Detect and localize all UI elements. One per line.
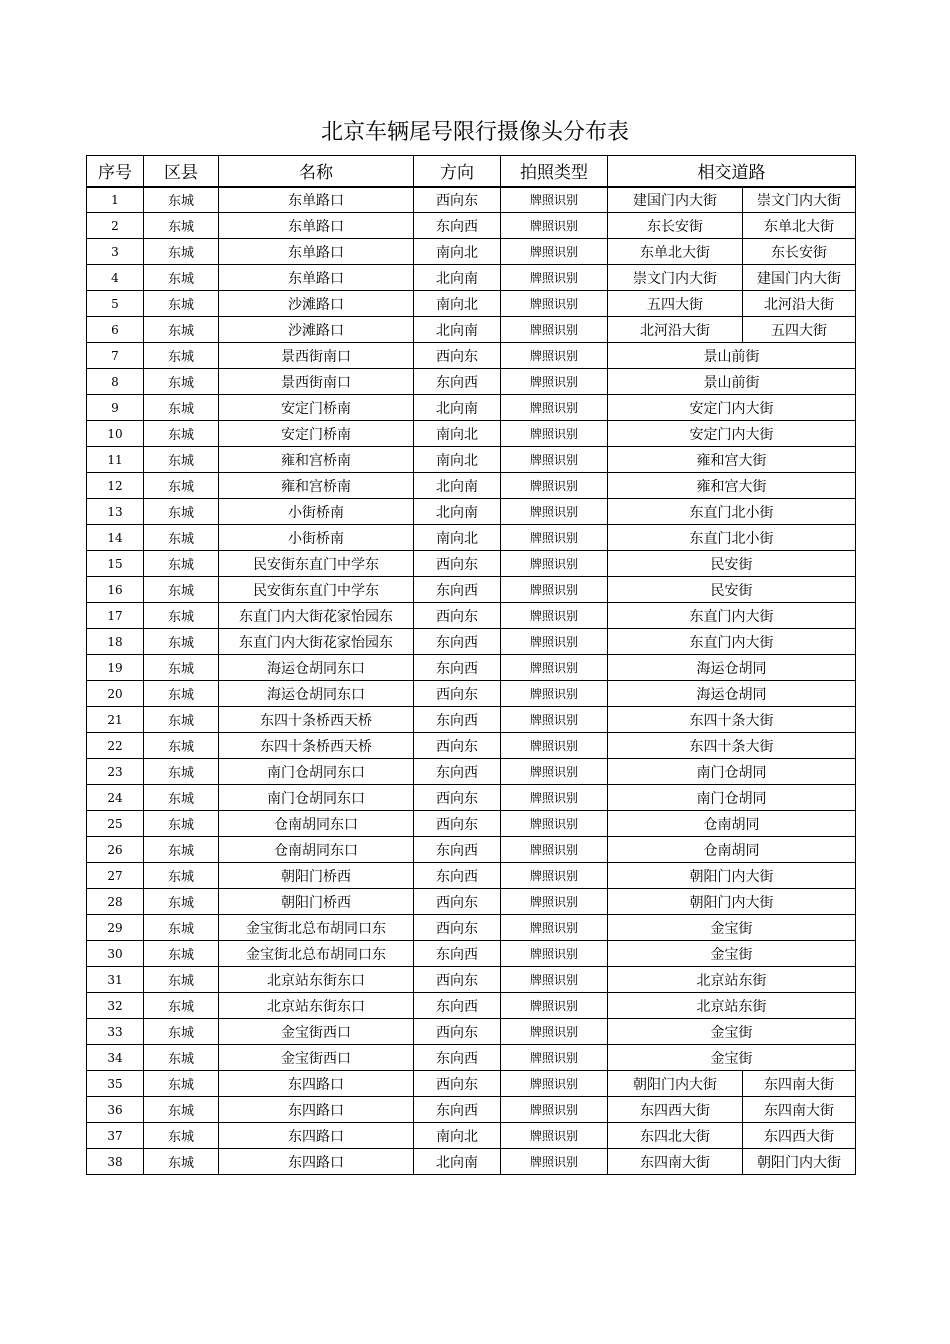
cell-seq: 37 <box>87 1123 144 1149</box>
cell-type: 牌照识别 <box>501 785 608 811</box>
table-row <box>87 447 856 473</box>
cell-type: 牌照识别 <box>501 603 608 629</box>
cell-type: 牌照识别 <box>501 1045 608 1071</box>
cell-district: 东城 <box>144 733 219 759</box>
cell-district: 东城 <box>144 317 219 343</box>
cell-district: 东城 <box>144 421 219 447</box>
cell-district: 东城 <box>144 629 219 655</box>
cell-road: 东直门内大街 <box>608 629 856 655</box>
cell-road-2: 朝阳门内大街 <box>743 1149 856 1175</box>
cell-seq: 28 <box>87 889 144 915</box>
cell-road: 金宝街 <box>608 915 856 941</box>
cell-seq: 3 <box>87 239 144 265</box>
table-row <box>87 395 856 421</box>
table-row <box>87 1149 856 1175</box>
cell-district: 东城 <box>144 447 219 473</box>
cell-road: 仓南胡同 <box>608 837 856 863</box>
cell-road: 朝阳门内大街 <box>608 863 856 889</box>
cell-name: 朝阳门桥西 <box>219 889 414 915</box>
cell-type: 牌照识别 <box>501 265 608 291</box>
cell-name: 海运仓胡同东口 <box>219 655 414 681</box>
cell-name: 东单路口 <box>219 213 414 239</box>
table-row <box>87 785 856 811</box>
cell-type: 牌照识别 <box>501 395 608 421</box>
table-row <box>87 213 856 239</box>
table-row <box>87 239 856 265</box>
cell-direction: 北向南 <box>414 499 501 525</box>
cell-type: 牌照识别 <box>501 759 608 785</box>
cell-district: 东城 <box>144 499 219 525</box>
cell-direction: 东向西 <box>414 759 501 785</box>
cell-road-2: 东四西大街 <box>743 1123 856 1149</box>
cell-name: 东四路口 <box>219 1097 414 1123</box>
table-row <box>87 655 856 681</box>
cell-seq: 9 <box>87 395 144 421</box>
cell-direction: 东向西 <box>414 369 501 395</box>
cell-road-2: 北河沿大街 <box>743 291 856 317</box>
cell-type: 牌照识别 <box>501 577 608 603</box>
cell-name: 南门仓胡同东口 <box>219 785 414 811</box>
cell-type: 牌照识别 <box>501 811 608 837</box>
camera-table <box>86 155 856 1175</box>
cell-district: 东城 <box>144 1123 219 1149</box>
table-row <box>87 967 856 993</box>
cell-type: 牌照识别 <box>501 187 608 213</box>
cell-seq: 15 <box>87 551 144 577</box>
cell-type: 牌照识别 <box>501 1019 608 1045</box>
table-row <box>87 291 856 317</box>
cell-name: 东直门内大街花家怡园东 <box>219 603 414 629</box>
cell-type: 牌照识别 <box>501 1071 608 1097</box>
cell-name: 雍和宫桥南 <box>219 447 414 473</box>
cell-type: 牌照识别 <box>501 525 608 551</box>
cell-road: 东直门内大街 <box>608 603 856 629</box>
cell-seq: 2 <box>87 213 144 239</box>
cell-seq: 18 <box>87 629 144 655</box>
table-row <box>87 603 856 629</box>
cell-type: 牌照识别 <box>501 239 608 265</box>
cell-name: 景西街南口 <box>219 369 414 395</box>
cell-district: 东城 <box>144 967 219 993</box>
table-row <box>87 889 856 915</box>
cell-name: 雍和宫桥南 <box>219 473 414 499</box>
cell-type: 牌照识别 <box>501 499 608 525</box>
cell-seq: 25 <box>87 811 144 837</box>
cell-direction: 南向北 <box>414 239 501 265</box>
cell-district: 东城 <box>144 993 219 1019</box>
header-roads: 相交道路 <box>608 156 856 187</box>
cell-type: 牌照识别 <box>501 1123 608 1149</box>
cell-seq: 23 <box>87 759 144 785</box>
cell-road: 景山前街 <box>608 369 856 395</box>
cell-seq: 21 <box>87 707 144 733</box>
cell-direction: 南向北 <box>414 421 501 447</box>
cell-direction: 西向东 <box>414 1071 501 1097</box>
cell-district: 东城 <box>144 915 219 941</box>
cell-name: 金宝街北总布胡同口东 <box>219 941 414 967</box>
table-row <box>87 1045 856 1071</box>
cell-seq: 30 <box>87 941 144 967</box>
cell-district: 东城 <box>144 863 219 889</box>
cell-seq: 34 <box>87 1045 144 1071</box>
table-row <box>87 733 856 759</box>
cell-name: 东四十条桥西天桥 <box>219 707 414 733</box>
cell-road-2: 东长安街 <box>743 239 856 265</box>
cell-direction: 北向南 <box>414 317 501 343</box>
table-row <box>87 317 856 343</box>
cell-district: 东城 <box>144 1045 219 1071</box>
cell-road-2: 建国门内大街 <box>743 265 856 291</box>
cell-name: 朝阳门桥西 <box>219 863 414 889</box>
cell-district: 东城 <box>144 551 219 577</box>
cell-direction: 东向西 <box>414 1045 501 1071</box>
cell-type: 牌照识别 <box>501 837 608 863</box>
table-row <box>87 759 856 785</box>
cell-district: 东城 <box>144 369 219 395</box>
cell-road: 海运仓胡同 <box>608 681 856 707</box>
cell-direction: 东向西 <box>414 993 501 1019</box>
cell-name: 安定门桥南 <box>219 395 414 421</box>
cell-road-1: 东单北大街 <box>608 239 743 265</box>
cell-direction: 西向东 <box>414 915 501 941</box>
cell-direction: 西向东 <box>414 681 501 707</box>
cell-road: 民安街 <box>608 577 856 603</box>
cell-name: 东四路口 <box>219 1149 414 1175</box>
cell-road-2: 东四南大街 <box>743 1071 856 1097</box>
cell-type: 牌照识别 <box>501 343 608 369</box>
table-row <box>87 187 856 213</box>
table-row <box>87 265 856 291</box>
header-direction: 方向 <box>414 156 501 187</box>
cell-type: 牌照识别 <box>501 915 608 941</box>
header-district: 区县 <box>144 156 219 187</box>
cell-direction: 西向东 <box>414 187 501 213</box>
cell-name: 沙滩路口 <box>219 317 414 343</box>
cell-road-2: 崇文门内大街 <box>743 187 856 213</box>
cell-road: 雍和宫大街 <box>608 473 856 499</box>
cell-road-2: 五四大街 <box>743 317 856 343</box>
cell-name: 金宝街西口 <box>219 1019 414 1045</box>
cell-direction: 南向北 <box>414 525 501 551</box>
cell-road: 东四十条大街 <box>608 707 856 733</box>
cell-direction: 东向西 <box>414 213 501 239</box>
cell-road: 南门仓胡同 <box>608 785 856 811</box>
cell-road: 雍和宫大街 <box>608 447 856 473</box>
cell-type: 牌照识别 <box>501 941 608 967</box>
cell-road: 金宝街 <box>608 941 856 967</box>
cell-direction: 东向西 <box>414 655 501 681</box>
table-row <box>87 811 856 837</box>
cell-road: 仓南胡同 <box>608 811 856 837</box>
cell-seq: 16 <box>87 577 144 603</box>
cell-direction: 东向西 <box>414 837 501 863</box>
cell-seq: 10 <box>87 421 144 447</box>
table-row <box>87 681 856 707</box>
cell-direction: 西向东 <box>414 551 501 577</box>
cell-name: 北京站东街东口 <box>219 993 414 1019</box>
table-row <box>87 863 856 889</box>
cell-direction: 南向北 <box>414 447 501 473</box>
table-row <box>87 707 856 733</box>
cell-direction: 东向西 <box>414 707 501 733</box>
cell-direction: 北向南 <box>414 265 501 291</box>
cell-district: 东城 <box>144 1149 219 1175</box>
cell-name: 仓南胡同东口 <box>219 837 414 863</box>
table-row <box>87 421 856 447</box>
table-row <box>87 525 856 551</box>
cell-district: 东城 <box>144 681 219 707</box>
table-row <box>87 993 856 1019</box>
table-row <box>87 577 856 603</box>
cell-district: 东城 <box>144 187 219 213</box>
cell-direction: 东向西 <box>414 941 501 967</box>
table-body <box>87 187 856 1175</box>
cell-seq: 27 <box>87 863 144 889</box>
cell-seq: 36 <box>87 1097 144 1123</box>
cell-type: 牌照识别 <box>501 421 608 447</box>
cell-direction: 西向东 <box>414 785 501 811</box>
cell-road: 东四十条大街 <box>608 733 856 759</box>
cell-type: 牌照识别 <box>501 1149 608 1175</box>
cell-road: 民安街 <box>608 551 856 577</box>
cell-district: 东城 <box>144 577 219 603</box>
header-seq: 序号 <box>87 156 144 187</box>
cell-type: 牌照识别 <box>501 1097 608 1123</box>
cell-seq: 32 <box>87 993 144 1019</box>
cell-direction: 东向西 <box>414 1097 501 1123</box>
cell-seq: 17 <box>87 603 144 629</box>
cell-road: 金宝街 <box>608 1019 856 1045</box>
cell-direction: 东向西 <box>414 629 501 655</box>
cell-seq: 20 <box>87 681 144 707</box>
cell-road-1: 朝阳门内大街 <box>608 1071 743 1097</box>
cell-road-2: 东四南大街 <box>743 1097 856 1123</box>
cell-name: 东四路口 <box>219 1071 414 1097</box>
cell-direction: 西向东 <box>414 889 501 915</box>
cell-seq: 14 <box>87 525 144 551</box>
table-row <box>87 629 856 655</box>
cell-name: 小街桥南 <box>219 525 414 551</box>
cell-district: 东城 <box>144 1097 219 1123</box>
table-row <box>87 343 856 369</box>
cell-district: 东城 <box>144 265 219 291</box>
cell-direction: 东向西 <box>414 863 501 889</box>
cell-direction: 西向东 <box>414 733 501 759</box>
cell-name: 仓南胡同东口 <box>219 811 414 837</box>
cell-road: 东直门北小街 <box>608 499 856 525</box>
cell-type: 牌照识别 <box>501 369 608 395</box>
cell-name: 沙滩路口 <box>219 291 414 317</box>
cell-seq: 24 <box>87 785 144 811</box>
cell-road: 南门仓胡同 <box>608 759 856 785</box>
cell-district: 东城 <box>144 1019 219 1045</box>
table-row <box>87 1071 856 1097</box>
cell-road-1: 东四北大街 <box>608 1123 743 1149</box>
cell-district: 东城 <box>144 395 219 421</box>
cell-road: 北京站东街 <box>608 967 856 993</box>
header-type: 拍照类型 <box>501 156 608 187</box>
cell-direction: 西向东 <box>414 603 501 629</box>
cell-type: 牌照识别 <box>501 733 608 759</box>
cell-district: 东城 <box>144 343 219 369</box>
table-row <box>87 941 856 967</box>
cell-name: 景西街南口 <box>219 343 414 369</box>
cell-seq: 11 <box>87 447 144 473</box>
cell-seq: 33 <box>87 1019 144 1045</box>
header-name: 名称 <box>219 156 414 187</box>
cell-name: 民安街东直门中学东 <box>219 551 414 577</box>
cell-direction: 东向西 <box>414 577 501 603</box>
cell-district: 东城 <box>144 239 219 265</box>
cell-direction: 北向南 <box>414 1149 501 1175</box>
cell-direction: 西向东 <box>414 1019 501 1045</box>
page-title: 北京车辆尾号限行摄像头分布表 <box>320 120 629 145</box>
cell-district: 东城 <box>144 759 219 785</box>
cell-district: 东城 <box>144 473 219 499</box>
cell-district: 东城 <box>144 291 219 317</box>
table-row <box>87 1123 856 1149</box>
cell-road: 东直门北小街 <box>608 525 856 551</box>
cell-seq: 38 <box>87 1149 144 1175</box>
cell-type: 牌照识别 <box>501 681 608 707</box>
table-row <box>87 1019 856 1045</box>
table-row <box>87 499 856 525</box>
cell-district: 东城 <box>144 603 219 629</box>
cell-district: 东城 <box>144 785 219 811</box>
cell-district: 东城 <box>144 707 219 733</box>
cell-district: 东城 <box>144 941 219 967</box>
cell-road-1: 崇文门内大街 <box>608 265 743 291</box>
cell-seq: 22 <box>87 733 144 759</box>
cell-road: 朝阳门内大街 <box>608 889 856 915</box>
cell-name: 海运仓胡同东口 <box>219 681 414 707</box>
cell-name: 北京站东街东口 <box>219 967 414 993</box>
cell-name: 安定门桥南 <box>219 421 414 447</box>
cell-direction: 南向北 <box>414 1123 501 1149</box>
cell-direction: 北向南 <box>414 473 501 499</box>
cell-name: 东单路口 <box>219 239 414 265</box>
cell-road: 海运仓胡同 <box>608 655 856 681</box>
cell-road-1: 东长安街 <box>608 213 743 239</box>
cell-name: 金宝街北总布胡同口东 <box>219 915 414 941</box>
cell-road-1: 东四南大街 <box>608 1149 743 1175</box>
cell-type: 牌照识别 <box>501 551 608 577</box>
cell-seq: 29 <box>87 915 144 941</box>
cell-seq: 19 <box>87 655 144 681</box>
cell-direction: 南向北 <box>414 291 501 317</box>
cell-type: 牌照识别 <box>501 655 608 681</box>
cell-road-1: 五四大街 <box>608 291 743 317</box>
cell-road-2: 东单北大街 <box>743 213 856 239</box>
cell-district: 东城 <box>144 811 219 837</box>
cell-name: 南门仓胡同东口 <box>219 759 414 785</box>
table-row <box>87 369 856 395</box>
cell-road: 安定门内大街 <box>608 395 856 421</box>
cell-name: 东单路口 <box>219 187 414 213</box>
cell-seq: 5 <box>87 291 144 317</box>
cell-seq: 12 <box>87 473 144 499</box>
cell-seq: 1 <box>87 187 144 213</box>
cell-road: 景山前街 <box>608 343 856 369</box>
cell-district: 东城 <box>144 213 219 239</box>
table-row <box>87 1097 856 1123</box>
table-row <box>87 915 856 941</box>
cell-direction: 西向东 <box>414 343 501 369</box>
cell-seq: 35 <box>87 1071 144 1097</box>
cell-type: 牌照识别 <box>501 629 608 655</box>
cell-name: 东四十条桥西天桥 <box>219 733 414 759</box>
cell-road-1: 建国门内大街 <box>608 187 743 213</box>
cell-seq: 31 <box>87 967 144 993</box>
cell-seq: 26 <box>87 837 144 863</box>
table-row <box>87 551 856 577</box>
cell-name: 小街桥南 <box>219 499 414 525</box>
cell-type: 牌照识别 <box>501 889 608 915</box>
cell-type: 牌照识别 <box>501 863 608 889</box>
table-row <box>87 837 856 863</box>
cell-road: 金宝街 <box>608 1045 856 1071</box>
cell-seq: 4 <box>87 265 144 291</box>
cell-name: 金宝街西口 <box>219 1045 414 1071</box>
cell-name: 东单路口 <box>219 265 414 291</box>
cell-seq: 8 <box>87 369 144 395</box>
cell-road-1: 北河沿大街 <box>608 317 743 343</box>
cell-type: 牌照识别 <box>501 473 608 499</box>
cell-direction: 北向南 <box>414 395 501 421</box>
cell-road: 北京站东街 <box>608 993 856 1019</box>
cell-road-1: 东四西大街 <box>608 1097 743 1123</box>
cell-name: 东直门内大街花家怡园东 <box>219 629 414 655</box>
cell-type: 牌照识别 <box>501 707 608 733</box>
cell-name: 民安街东直门中学东 <box>219 577 414 603</box>
cell-district: 东城 <box>144 889 219 915</box>
table-row <box>87 473 856 499</box>
cell-type: 牌照识别 <box>501 993 608 1019</box>
cell-type: 牌照识别 <box>501 291 608 317</box>
cell-name: 东四路口 <box>219 1123 414 1149</box>
cell-district: 东城 <box>144 1071 219 1097</box>
cell-type: 牌照识别 <box>501 447 608 473</box>
cell-seq: 6 <box>87 317 144 343</box>
cell-type: 牌照识别 <box>501 317 608 343</box>
cell-district: 东城 <box>144 525 219 551</box>
cell-road: 安定门内大街 <box>608 421 856 447</box>
cell-seq: 13 <box>87 499 144 525</box>
header-row <box>87 156 856 187</box>
cell-direction: 西向东 <box>414 967 501 993</box>
cell-seq: 7 <box>87 343 144 369</box>
cell-district: 东城 <box>144 655 219 681</box>
cell-type: 牌照识别 <box>501 213 608 239</box>
cell-direction: 西向东 <box>414 811 501 837</box>
cell-type: 牌照识别 <box>501 967 608 993</box>
cell-district: 东城 <box>144 837 219 863</box>
